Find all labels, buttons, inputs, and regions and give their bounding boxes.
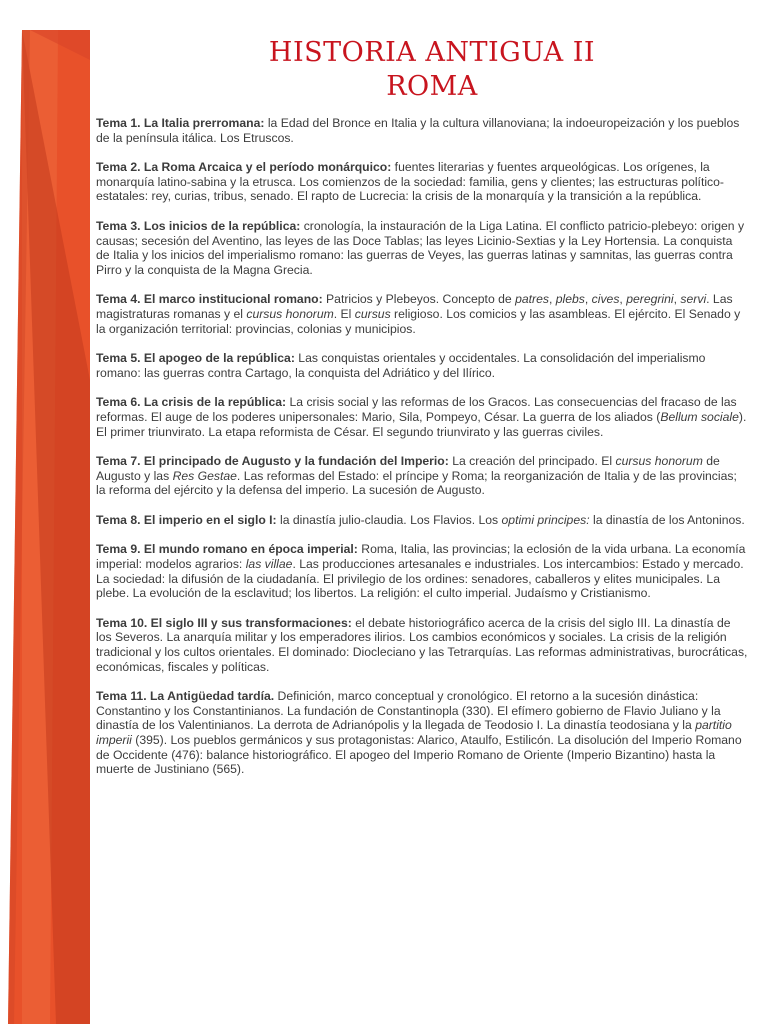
tema-text: la dinastía julio-claudia. Los Flavios. Los [276,512,502,527]
tema-heading: Tema 7. El principado de Augusto y la fundación del Imperio: [96,454,449,469]
tema-text: , [673,292,681,307]
tema-text: de Augusto y las [96,454,720,483]
tema-text: La creación del principado. El [448,454,616,469]
tema-heading: Tema 3. Los inicios de la república: [96,218,301,233]
tema-paragraph [96,395,748,439]
tema-text: la Edad del Bronce en Italia y la cultura villanoviana; la indoeuropeización y los pueblos de la península itálica. Los Etruscos. [96,116,740,145]
tema-text: , [619,292,627,307]
syllabus-content [96,116,748,792]
tema-paragraph [96,116,748,145]
tema-text: , [548,292,556,307]
tema-text: cronología, la instauración de la Liga Latina. El conflicto patricio-plebeyo: origen y causas; secesión del Aventino, las leyes de las Doce Tablas; las leyes Licinio-Sextias y la Ley Hortensia. La conquista de Italia y los inicios del imperialismo romano: las guerras de Veyes, las guerras latinas y samnitas, las guerras contra Pirro y la conquista de la Magna Grecia. [96,218,745,277]
tema-paragraph [96,689,748,777]
tema-italic-term: cives [591,292,620,307]
tema-text: La crisis social y las reformas de los Gracos. Las consecuencias del fracaso de las reformas. El auge de los poderes unipersonales: Mario, Sila, Pompeyo, César. La guerra de los aliados ( [96,395,737,424]
tema-italic-term: peregrini [626,292,674,307]
title-line-1: HISTORIA ANTIGUA II [268,37,596,68]
tema-text: ). El primer triunvirato. La etapa reformista de César. El segundo triunvirato y las guerras civiles. [96,409,747,439]
tema-heading: Tema 1. La Italia prerromana: [96,116,265,130]
tema-italic-term: Bellum sociale [660,409,739,424]
tema-italic-term: plebs [555,292,585,307]
tema-text: Las conquistas orientales y occidentales. La consolidación del imperialismo romano: las guerras contra Cartago, la conquista del Adriático y del Ilírico. [96,351,706,380]
tema-text: . Las producciones artesanales e industriales. Los intercambios: Estado y mercado. La sociedad: la difusión de la ciudadanía. El privilegio de los ordines: senadores, caballeros y elites municipales. La plebe. La evolución de la esclavitud; los libertos. La religión: el culto imperial. Judaísmo y Cristianismo. [96,557,744,601]
tema-italic-term: patres [515,292,549,307]
tema-heading: Tema 6. La crisis de la república: [96,395,287,410]
tema-paragraph [96,351,748,380]
title-line-2: ROMA [386,71,478,102]
tema-text: Patricios y Plebeyos. Concepto de [322,292,516,307]
tema-paragraph [96,292,748,336]
tema-text: Definición, marco conceptual y cronológico. El retorno a la sucesión dinástica: Constantino y los Constantinianos. La fundación de Constantinopla (330). El efímero gobierno de Flavio Juliano y la dinastía de los Valentinianos. La derrota de Adrianópolis y la llegada de Teodosio I. La dinastía teodosiana y la [96,689,721,733]
tema-paragraph [96,513,748,528]
tema-italic-term: cursus honorum [246,306,334,321]
tema-text: la dinastía de los Antoninos. [589,512,745,527]
tema-text: . Las reformas del Estado: el príncipe y Roma; la reorganización de Italia y de las provincias; la reforma del ejército y la defensa del imperio. La sucesión de Augusto. [96,468,737,498]
tema-text: . Las magistraturas romanas y el [96,292,733,321]
tema-text: , [584,292,592,307]
tema-paragraph [96,616,748,674]
tema-paragraph [96,454,748,498]
tema-italic-term: servi [680,292,707,307]
tema-text: . El [333,306,355,321]
tema-text: Roma, Italia, las provincias; la eclosión de la vida urbana. La economía imperial: modelos agrarios: [96,542,746,572]
tema-heading: Tema 11. La Antigüedad tardía. [96,689,275,704]
tema-heading: Tema 2. La Roma Arcaica y el período monárquico: [96,160,392,175]
tema-heading: Tema 5. El apogeo de la república: [96,351,295,366]
tema-heading: Tema 8. El imperio en el siglo I: [96,512,277,527]
tema-text: el debate historiográfico acerca de la crisis del siglo III. La dinastía de los Severos. La anarquía militar y los emperadores ilirios. Los cambios económicos y sociales. La crisis de la religión tradicional y los cultos orientales. El dominado: Diocleciano y las Tetrarquías. Las reformas administrativas, burocráticas, económicas, fiscales y políticas. [96,615,748,674]
tema-italic-term: las villae [245,557,293,572]
page-title [96,36,768,104]
decorative-side-bar [0,0,90,1024]
tema-text: (395). Los pueblos germánicos y sus protagonistas: Alarico, Ataulfo, Estilicón. La disolución del Imperio Romano de Occidente (476): balance historiográfico. El apogeo del Imperio Romano de Oriente (Imperio Bizantino) hasta la muerte de Justiniano (565). [96,733,742,777]
tema-heading: Tema 10. El siglo III y sus transformaciones: [96,615,352,630]
tema-text: fuentes literarias y fuentes arqueológicas. Los orígenes, la monarquía latino-sabina y la etrusca. Los comienzos de la sociedad: familia, gens y clientes; las estructuras político-estatales: rey, curias, tribus, senado. El rapto de Lucrecia: la crisis de la monarquía y la transición a la república. [96,160,724,204]
tema-heading: Tema 4. El marco institucional romano: [96,292,323,307]
tema-paragraph [96,219,748,277]
tema-italic-term: cursus honorum [615,454,703,469]
tema-heading: Tema 9. El mundo romano en época imperial: [96,542,358,557]
tema-text: religioso. Los comicios y las asambleas. El ejército. El Senado y la organización territorial: provincias, colonias y municipios. [96,306,741,336]
tema-italic-term: optimi principes: [501,512,590,527]
tema-italic-term: Res Gestae [172,468,237,483]
tema-italic-term: cursus [354,306,391,321]
tema-italic-term: partitio imperii [96,718,732,747]
tema-paragraph [96,542,748,600]
tema-paragraph [96,160,748,204]
